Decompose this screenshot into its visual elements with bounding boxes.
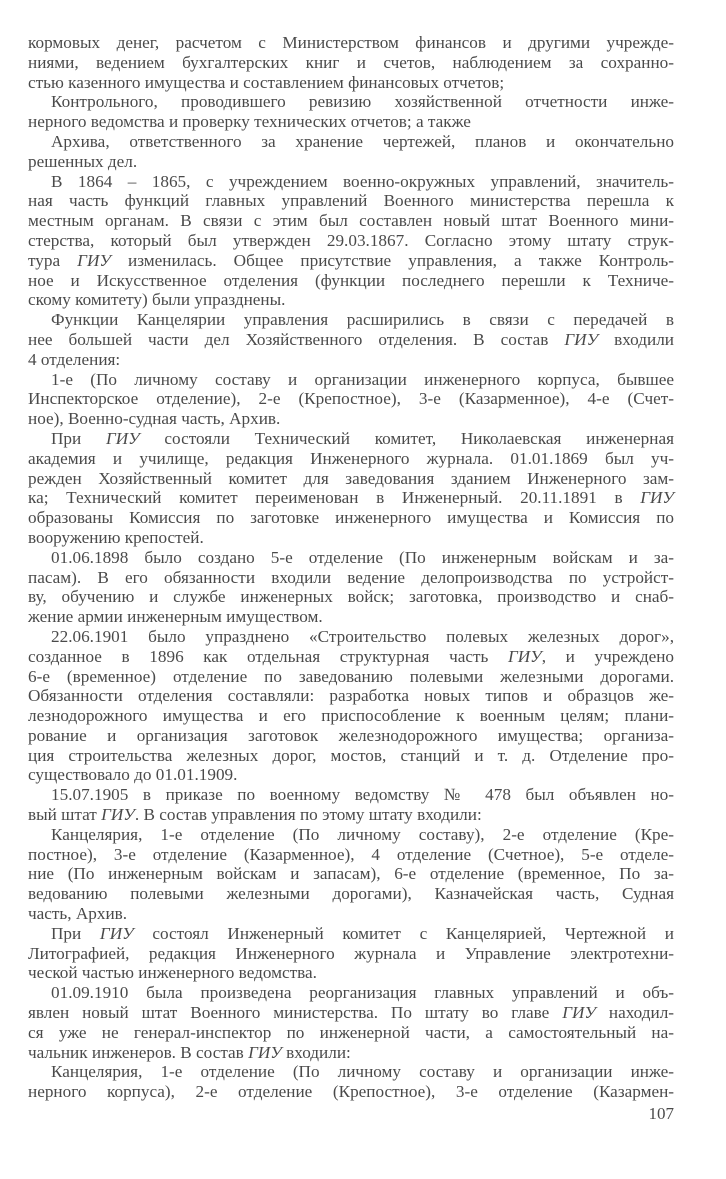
paragraph: [28, 627, 674, 785]
text-line: кормовых денег, расчетом с Министерством финансов и другими учрежде-: [28, 33, 674, 52]
paragraph: [28, 429, 674, 548]
text-line: нее большей части дел Хозяйственного отделения. В состав ГИУ входили: [28, 329, 675, 349]
italic-abbreviation: ГИУ: [77, 250, 111, 270]
text-line: При ГИУ состояли Технический комитет, Николаевская инженерная: [51, 428, 674, 448]
italic-abbreviation: ГИУ: [507, 646, 542, 666]
text-line: 01.06.1898 было создано 5-е отделение (По инженерным войскам и за-: [51, 547, 674, 567]
text-line: ное и Искусственное отделения (функции последнего перешли к Техниче-: [28, 270, 674, 290]
paragraph: [28, 548, 674, 627]
text-line: 22.06.1901 было упразднено «Строительство полевых железных дорог»,: [51, 626, 674, 646]
text-line: Канцелярия, 1-е отделение (По личному составу), 2-е отделение (Кре-: [51, 824, 674, 844]
text-line: местным органам. В связи с этим был составлен новый штат Военного мини-: [28, 211, 674, 231]
text-line: решенных дел.: [28, 151, 138, 171]
text-line: ная часть функций главных управлений Военного министерства перешла к: [28, 191, 674, 211]
text-line: нерного ведомства и проверку технических отчетов; а также: [28, 112, 471, 132]
text-line: В 1864 – 1865, с учреждением военно-окружных управлений, значитель-: [51, 171, 674, 191]
text-line: ное), Военно-судная часть, Архив.: [28, 409, 281, 429]
paragraph: [28, 825, 674, 924]
text-line: часть, Архив.: [28, 904, 128, 924]
paragraph: [28, 785, 674, 825]
text-line: созданное в 1896 как отдельная структурная часть ГИУ, и учреждено: [28, 646, 674, 666]
italic-abbreviation: ГИУ: [105, 428, 140, 448]
text-line: явлен новый штат Военного министерства. По штату во главе ГИУ находил-: [28, 1003, 675, 1023]
text-line: рование и организация заготовок железнодорожного имущества; организа-: [28, 725, 674, 745]
paragraph: [28, 370, 674, 429]
text-line: жение армии инженерным имуществом.: [28, 607, 323, 627]
text-line: скому комитету) были упразднены.: [28, 290, 286, 310]
italic-abbreviation: ГИУ: [101, 805, 135, 825]
italic-abbreviation: ГИУ: [640, 488, 674, 508]
text-line: ние (По инженерным войскам и запасам), 6-е отделение (временное, По за-: [28, 864, 674, 884]
text-line: вооружению крепостей.: [28, 527, 204, 547]
paragraph: [28, 92, 674, 132]
text-line: лезнодорожного имущества и его приспособление к военным целям; плани-: [28, 706, 674, 726]
text-line: 4 отделения:: [28, 349, 121, 369]
text-line: Инспекторское отделение), 2-е (Крепостное), 3-е (Казарменное), 4-е (Счет-: [28, 389, 674, 409]
text-line: ву, обучению и службе инженерных войск; заготовка, производство и снаб-: [28, 587, 674, 607]
text-line: Литографией, редакция Инженерного журнала и Управление электротехни-: [28, 943, 674, 963]
paragraph: [28, 172, 674, 311]
text-line: пасам). В его обязанности входили ведение делопроизводства по устройст-: [28, 567, 674, 587]
page-body-text: [28, 33, 674, 1102]
text-line: 15.07.1905 в приказе по военному ведомству № 478 был объявлен но-: [51, 785, 674, 805]
text-line: При ГИУ состоял Инженерный комитет с Канцелярией, Чертежной и: [51, 923, 674, 943]
text-line: образованы Комиссия по заготовке инженерного имущества и Комиссия по: [28, 508, 674, 528]
italic-abbreviation: ГИУ: [248, 1042, 282, 1062]
text-line: ведованию полевыми железными дорогами), Казначейская часть, Судная: [28, 884, 674, 904]
page-number: 107: [648, 1104, 674, 1123]
text-line: вый штат ГИУ. В состав управления по этому штату входили:: [28, 805, 482, 825]
text-line: постное), 3-е отделение (Казарменное), 4 отделение (Счетное), 5-е отделе-: [28, 844, 674, 864]
paragraph: [28, 983, 674, 1062]
text-line: тура ГИУ изменилась. Общее присутствие управления, а также Контроль-: [28, 250, 674, 270]
italic-abbreviation: ГИУ: [564, 329, 599, 349]
paragraph: [28, 132, 674, 172]
text-line: ся уже не генерал-инспектор по инженерной части, а самостоятельный на-: [28, 1022, 674, 1042]
text-line: ка; Технический комитет переименован в Инженерный. 20.11.1891 в ГИУ: [28, 488, 674, 508]
text-line: 6-е (временное) отделение по заведованию полевыми железными дорогами.: [28, 666, 674, 686]
text-line: 1-е (По личному составу и организации инженерного корпуса, бывшее: [51, 369, 674, 389]
text-line: ниями, ведением бухгалтерских книг и счетов, наблюдением за сохранно-: [28, 52, 674, 72]
paragraph: [28, 1062, 674, 1102]
paragraph: [28, 310, 674, 369]
text-line: режден Хозяйственный комитет для заведования зданием Инженерного зам-: [28, 468, 674, 488]
paragraph: [28, 924, 674, 983]
text-line: стерства, который был утвержден 29.03.1867. Согласно этому штату струк-: [28, 230, 674, 250]
text-line: ция строительства железных дорог, мостов, станций и т. д. Отделение про-: [28, 745, 674, 765]
text-line: Обязанности отделения составляли: разработка новых типов и образцов же-: [28, 686, 674, 706]
italic-abbreviation: ГИУ: [562, 1003, 596, 1023]
text-line: академия и училище, редакция Инженерного журнала. 01.01.1869 был уч-: [28, 448, 674, 468]
paragraph: [28, 33, 674, 92]
text-line: стью казенного имущества и составлением финансовых отчетов;: [28, 72, 505, 92]
text-line: чальник инженеров. В состав ГИУ входили:: [28, 1042, 351, 1062]
italic-abbreviation: ГИУ: [99, 923, 134, 943]
text-line: существовало до 01.01.1909.: [28, 765, 238, 785]
text-line: Архива, ответственного за хранение чертежей, планов и окончательно: [51, 131, 674, 151]
text-line: ческой частью инженерного ведомства.: [28, 963, 317, 983]
text-line: Канцелярия, 1-е отделение (По личному составу и организации инже-: [51, 1062, 674, 1082]
text-line: Контрольного, проводившего ревизию хозяйственной отчетности инже-: [51, 92, 674, 112]
text-line: нерного корпуса), 2-е отделение (Крепостное), 3-е отделение (Казармен-: [28, 1082, 674, 1102]
text-line: 01.09.1910 была произведена реорганизация главных управлений и объ-: [51, 983, 674, 1003]
text-line: Функции Канцелярии управления расширились в связи с передачей в: [51, 310, 674, 330]
